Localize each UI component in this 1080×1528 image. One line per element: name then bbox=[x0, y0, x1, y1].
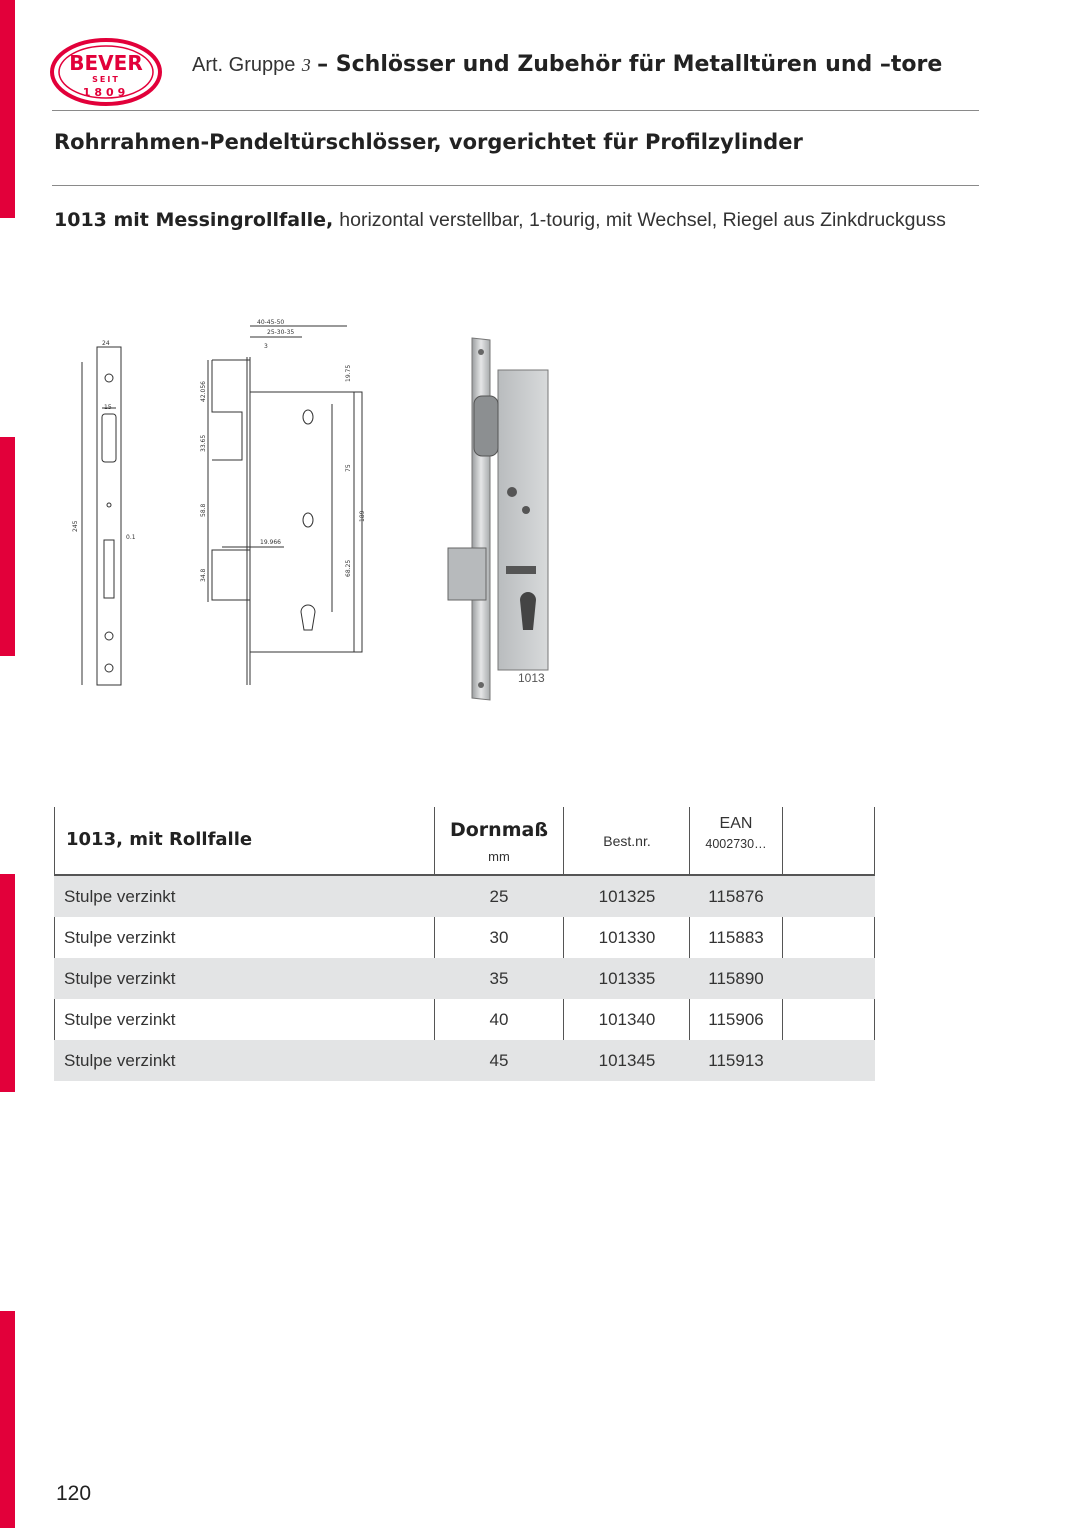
table-row bbox=[54, 999, 875, 1040]
technical-drawing bbox=[72, 312, 382, 692]
svg-text:40-45-50: 40-45-50 bbox=[257, 319, 285, 326]
col-bestnr: Best.nr. bbox=[603, 833, 651, 849]
cell-ean: 115883 bbox=[708, 928, 764, 947]
section-rule bbox=[52, 185, 979, 186]
svg-text:68.25: 68.25 bbox=[345, 559, 352, 577]
cell-dornmass: 25 bbox=[489, 887, 509, 906]
table-header bbox=[54, 807, 875, 876]
side-tab-1 bbox=[0, 0, 15, 218]
cell-bestnr: 101335 bbox=[598, 969, 656, 988]
table-row bbox=[54, 958, 875, 999]
svg-text:75: 75 bbox=[345, 464, 352, 472]
cell-desc: Stulpe verzinkt bbox=[64, 1051, 176, 1070]
cell-ean: 115906 bbox=[708, 1010, 764, 1029]
product-name: 1013 mit Messingrollfalle, bbox=[54, 209, 334, 231]
svg-text:SEIT: SEIT bbox=[92, 75, 120, 84]
svg-text:BEVER: BEVER bbox=[69, 51, 143, 75]
cell-desc: Stulpe verzinkt bbox=[64, 887, 176, 906]
section-title: Rohrrahmen-Pendeltürschlösser, vorgerichtet für Profilzylinder bbox=[54, 130, 803, 154]
svg-text:15: 15 bbox=[104, 404, 112, 411]
table-row bbox=[54, 917, 875, 958]
header-title: – Schlösser und Zubehör für Metalltüren und –tore bbox=[317, 52, 943, 77]
col-ean: EAN bbox=[719, 815, 753, 832]
cell-desc: Stulpe verzinkt bbox=[64, 1010, 176, 1029]
cell-desc: Stulpe verzinkt bbox=[64, 969, 176, 988]
svg-text:33.65: 33.65 bbox=[200, 434, 207, 452]
cell-ean: 115890 bbox=[708, 969, 764, 988]
table-title: 1013, mit Rollfalle bbox=[66, 829, 253, 850]
product-table bbox=[54, 807, 875, 1081]
svg-text:19.75: 19.75 bbox=[345, 364, 352, 382]
svg-text:34.8: 34.8 bbox=[200, 568, 207, 582]
col-dornmass: Dornmaß bbox=[449, 819, 548, 841]
page-number: 120 bbox=[56, 1482, 92, 1505]
cell-bestnr: 101340 bbox=[598, 1010, 656, 1029]
cell-ean: 115876 bbox=[708, 887, 764, 906]
cell-bestnr: 101345 bbox=[598, 1051, 656, 1070]
cell-dornmass: 40 bbox=[489, 1010, 509, 1029]
side-tab-4 bbox=[0, 1311, 15, 1528]
side-tab-2 bbox=[0, 437, 15, 656]
cell-dornmass: 30 bbox=[489, 928, 509, 947]
svg-text:42.056: 42.056 bbox=[200, 381, 207, 402]
svg-text:0.1: 0.1 bbox=[126, 534, 136, 541]
svg-text:189: 189 bbox=[359, 510, 366, 522]
svg-text:24: 24 bbox=[102, 340, 110, 347]
header-prefix: Art. Gruppe bbox=[192, 54, 296, 76]
header-rule bbox=[52, 110, 979, 111]
product-photo bbox=[440, 330, 560, 702]
svg-text:3: 3 bbox=[264, 343, 268, 350]
product-description: horizontal verstellbar, 1-tourig, mit Wechsel, Riegel aus Zinkdruckguss bbox=[339, 209, 946, 231]
cell-dornmass: 35 bbox=[489, 969, 509, 988]
svg-text:1809: 1809 bbox=[82, 86, 130, 99]
svg-text:58.8: 58.8 bbox=[200, 503, 207, 517]
cell-bestnr: 101330 bbox=[598, 928, 656, 947]
bever-logo bbox=[50, 38, 162, 106]
table-row bbox=[54, 876, 875, 917]
svg-text:25-30-35: 25-30-35 bbox=[267, 329, 295, 336]
product-line bbox=[54, 209, 946, 232]
col-dornmass-unit: mm bbox=[488, 849, 510, 864]
col-ean-prefix: 4002730… bbox=[705, 837, 767, 851]
cell-dornmass: 45 bbox=[489, 1051, 509, 1070]
svg-text:19.966: 19.966 bbox=[260, 539, 281, 546]
table-row bbox=[54, 1040, 875, 1081]
side-tab-3 bbox=[0, 874, 15, 1092]
header-group-number: 3 bbox=[301, 55, 311, 75]
page-header bbox=[192, 52, 942, 77]
photo-caption: 1013 bbox=[518, 671, 545, 685]
cell-bestnr: 101325 bbox=[598, 887, 656, 906]
cell-desc: Stulpe verzinkt bbox=[64, 928, 176, 947]
svg-text:245: 245 bbox=[72, 520, 79, 532]
cell-ean: 115913 bbox=[708, 1051, 764, 1070]
